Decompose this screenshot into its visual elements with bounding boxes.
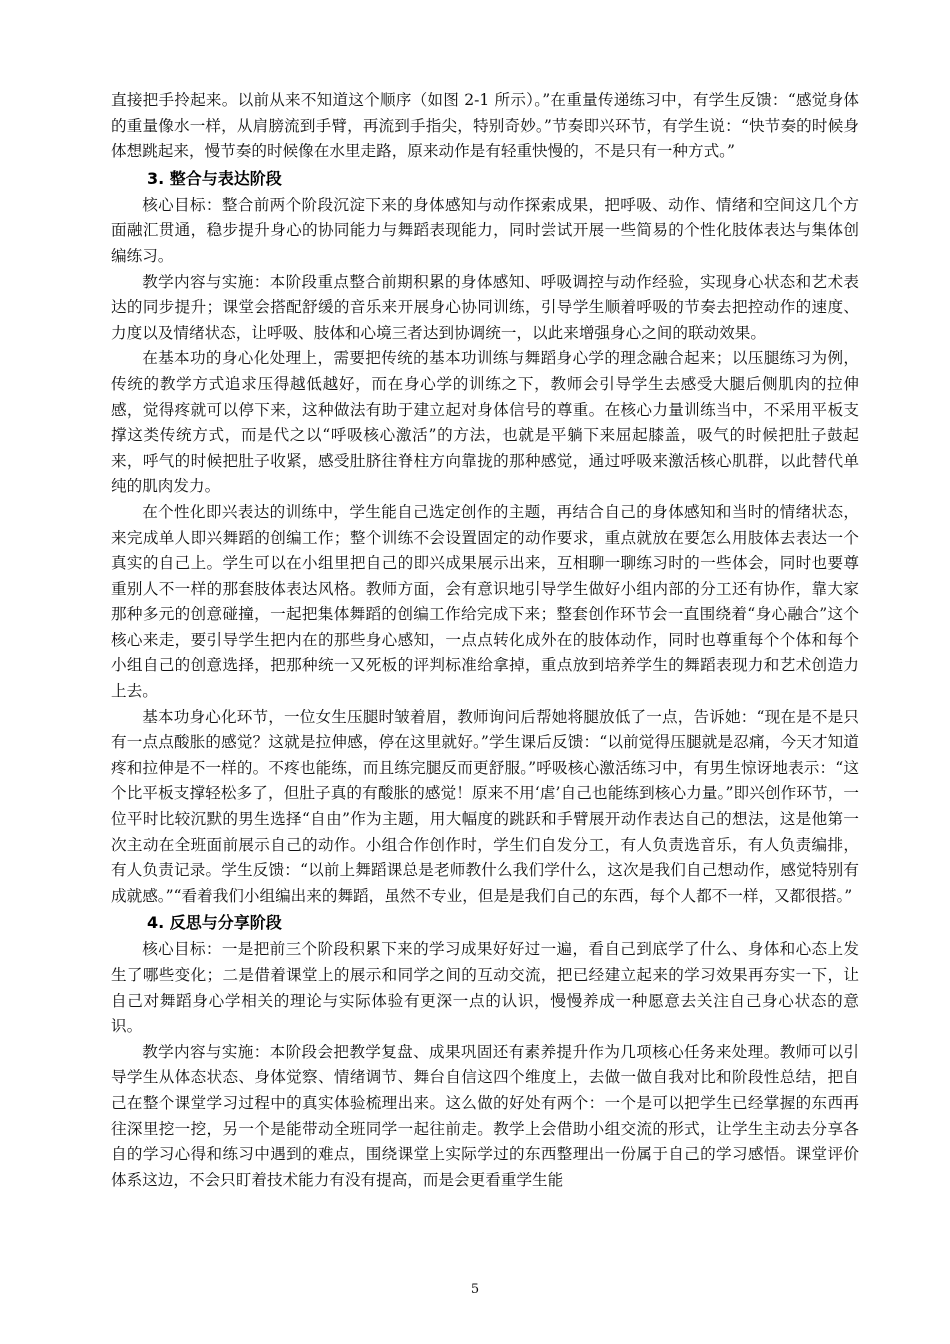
body-paragraph: 直接把手拎起来。以前从来不知道这个顺序（如图 2-1 所示）。”在重量传递练习中，有学生反馈：“感觉身体的重量像水一样，从肩膀流到手臂，再流到手指尖，特别奇妙。”节奏即兴环节，有学生说：“快节奏的时候身体想跳起来，慢节奏的时候像在水里走路，原来动作是有轻重快慢的，不是只有一种方式。” bbox=[111, 91, 859, 161]
body-paragraph: 核心目标：一是把前三个阶段积累下来的学习成果好好过一遍，看自己到底学了什么、身体和心态上发生了哪些变化；二是借着课堂上的展示和同学之间的互动交流，把已经建立起来的学习效果再夯实一下，让自己对舞蹈身心学相关的理论与实际体验有更深一点的认识，慢慢养成一种愿意去关注自己身心状态的意识。 bbox=[111, 940, 859, 1036]
body-paragraph: 在个性化即兴表达的训练中，学生能自己选定创作的主题，再结合自己的身体感知和当时的情绪状态，来完成单人即兴舞蹈的创编工作；整个训练不会设置固定的动作要求，重点就放在要怎么用肢体去表达一个真实的自己上。学生可以在小组里把自己的即兴成果展示出来，互相聊一聊练习时的一些体会，同时也要尊重别人不一样的那套肢体表达风格。教师方面，会有意识地引导学生做好小组内部的分工还有协作，靠大家那种多元的创意碰撞，一起把集体舞蹈的创编工作给完成下来；整套创作环节会一直围绕着“身心融合”这个核心来走，要引导学生把内在的那些身心感知，一点点转化成外在的肢体动作，同时也尊重每个个体和每个小组自己的创意选择，把那种统一又死板的评判标准给拿掉，重点放到培养学生的舞蹈表现力和艺术创造力上去。 bbox=[111, 502, 859, 701]
body-paragraph: 教学内容与实施：本阶段会把教学复盘、成果巩固还有素养提升作为几项核心任务来处理。教师可以引导学生从体态状态、身体觉察、情绪调节、舞台自信这四个维度上，去做一做自我对比和阶段性总结，把自己在整个课堂学习过程中的真实体验梳理出来。这么做的好处有两个：一个是可以把学生已经掌握的东西再往深里挖一挖，另一个是能带动全班同学一起往前走。教学上会借助小组交流的形式，让学生主动去分享各自的学习心得和练习中遇到的难点，围绕课堂上实际学过的东西整理出一份属于自己的学习感悟。课堂评价体系这边，不会只盯着技术能力有没有提高，而是会更看重学生能 bbox=[111, 1042, 859, 1189]
body-paragraph: 在基本功的身心化处理上，需要把传统的基本功训练与舞蹈身心学的理念融合起来；以压腿练习为例，传统的教学方式追求压得越低越好，而在身心学的训练之下，教师会引导学生去感受大腿后侧肌肉的拉伸感，觉得疼就可以停下来，这种做法有助于建立起对身体信号的尊重。在核心力量训练当中，不采用平板支撑这类传统方式，而是代之以“呼吸核心激活”的方法，也就是平躺下来屈起膝盖，吸气的时候把肚子鼓起来，呼气的时候把肚子收紧，感受肚脐往脊柱方向靠拢的那种感觉，通过呼吸来激活核心肌群，以此替代单纯的肌肉发力。 bbox=[111, 349, 859, 496]
body-paragraph: 教学内容与实施：本阶段重点整合前期积累的身体感知、呼吸调控与动作经验，实现身心状态和艺术表达的同步提升；课堂会搭配舒缓的音乐来开展身心协同训练，引导学生顺着呼吸的节奏去把控动作的速度、力度以及情绪状态，让呼吸、肢体和心境三者达到协调统一，以此来增强身心之间的联动效果。 bbox=[111, 272, 859, 342]
section-heading: 4. 反思与分享阶段 bbox=[147, 913, 282, 933]
document-page bbox=[111, 88, 859, 1193]
section-heading: 3. 整合与表达阶段 bbox=[147, 168, 282, 188]
body-paragraph: 基本功身心化环节，一位女生压腿时皱着眉，教师询问后帮她将腿放低了一点，告诉她：“现在是不是只有一点点酸胀的感觉？这就是拉伸感，停在这里就好。”学生课后反馈：“以前觉得压腿就是忍痛，今天才知道疼和拉伸是不一样的。不疼也能练，而且练完腿反而更舒服。”呼吸核心激活练习中，有男生惊讶地表示：“这个比平板支撑轻松多了，但肚子真的有酸胀的感觉！原来不用‘虐’自己也能练到核心力量。”即兴创作环节，一位平时比较沉默的男生选择“自由”作为主题，用大幅度的跳跃和手臂展开动作表达自己的想法，这是他第一次主动在全班面前展示自己的动作。小组合作创作时，学生们自发分工，有人负责选音乐，有人负责编排，有人负责记录。学生反馈：“以前上舞蹈课总是老师教什么我们学什么，这次是我们自己想动作，感觉特别有成就感。”“看着我们小组编出来的舞蹈，虽然不专业，但是是我们自己的东西，每个人都不一样，又都很搭。” bbox=[111, 707, 859, 905]
page-number: 5 bbox=[470, 1282, 480, 1297]
body-paragraph: 核心目标：整合前两个阶段沉淀下来的身体感知与动作探索成果，把呼吸、动作、情绪和空间这几个方面融汇贯通，稳步提升身心的协同能力与舞蹈表现能力，同时尝试开展一些简易的个性化肢体表达与集体创编练习。 bbox=[111, 195, 859, 265]
